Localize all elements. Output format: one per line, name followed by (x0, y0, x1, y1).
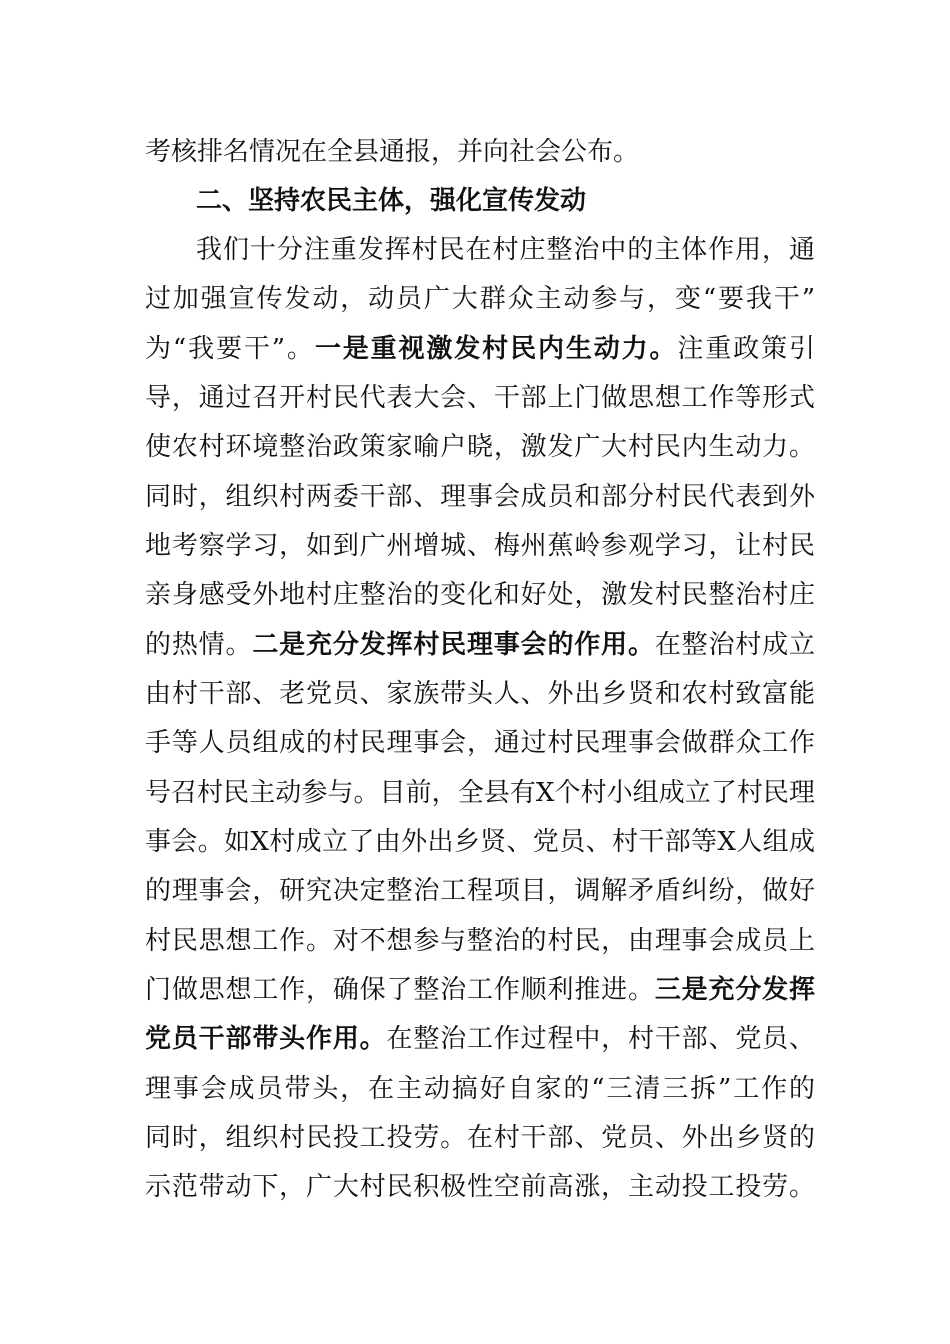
paragraph-line (145, 1073, 815, 1105)
paragraph-line (145, 777, 815, 809)
line-text: 在整治工作过程中，村干部、党员、 (386, 1024, 815, 1054)
line-text: 的理事会，研究决定整治工程项目，调解矛盾纠纷，做好 (145, 876, 815, 906)
bold-point: 党员干部带头作用。 (145, 1024, 387, 1054)
line-text: 过加强宣传发动，动员广大群众主动参与，变“要我干” (145, 284, 815, 314)
line-text: 事会。如X村成立了由外出乡贤、党员、村干部等X人组成 (145, 827, 815, 857)
bold-point: 三是充分发挥 (654, 975, 815, 1005)
paragraph-line (145, 431, 815, 463)
paragraph-line (145, 1023, 815, 1055)
paragraph-line (145, 530, 815, 562)
paragraph-line (145, 925, 815, 957)
line-text: 由村干部、老党员、家族带头人、外出乡贤和农村致富能 (145, 679, 815, 709)
line-text: 理事会成员带头，在主动搞好自家的“三清三拆”工作的 (145, 1074, 815, 1104)
paragraph-line (145, 678, 815, 710)
line-text: 同时，组织村两委干部、理事会成员和部分村民代表到外 (145, 482, 815, 512)
line-text: 示范带动下，广大村民积极性空前高涨，主动投工投劳。 (145, 1172, 815, 1202)
paragraph-line (145, 875, 815, 907)
paragraph-line (145, 333, 815, 365)
paragraph-line (196, 234, 815, 266)
bold-point: 一是重视激发村民内生动力。 (314, 334, 678, 364)
paragraph-line (145, 136, 815, 168)
line-text: 考核排名情况在全县通报，并向社会公布。 (145, 137, 640, 167)
paragraph-line (145, 1171, 815, 1203)
paragraph-line (145, 481, 815, 513)
line-text: 亲身感受外地村庄整治的变化和好处，激发村民整治村庄 (145, 580, 815, 610)
paragraph-line (145, 629, 815, 661)
bold-point: 二是充分发挥村民理事会的作用。 (252, 630, 655, 660)
line-text: 的热情。 (145, 630, 253, 660)
line-text: 同时，组织村民投工投劳。在村干部、党员、外出乡贤的 (145, 1123, 815, 1153)
line-text: 村民思想工作。对不想参与整治的村民，由理事会成员上 (145, 926, 815, 956)
paragraph-line (145, 579, 815, 611)
paragraph-line (145, 826, 815, 858)
section-heading (196, 185, 616, 217)
line-text: 使农村环境整治政策家喻户晓，激发广大村民内生动力。 (145, 432, 815, 462)
line-text: 手等人员组成的村民理事会，通过村民理事会做群众工作 (145, 728, 815, 758)
paragraph-line (145, 727, 815, 759)
paragraph-line (145, 283, 815, 315)
line-text: 地考察学习，如到广州增城、梅州蕉岭参观学习，让村民 (145, 531, 815, 561)
line-text: 在整治村成立 (654, 630, 815, 660)
paragraph-line (145, 382, 815, 414)
line-text: 门做思想工作，确保了整治工作顺利推进。 (145, 975, 655, 1005)
paragraph-line (145, 974, 815, 1006)
heading-text: 二、坚持农民主体，强化宣传发动 (196, 186, 587, 216)
line-text: 注重政策引 (677, 334, 815, 364)
line-text: 导，通过召开村民代表大会、干部上门做思想工作等形式 (145, 383, 815, 413)
line-text: 号召村民主动参与。目前，全县有X个村小组成立了村民理 (145, 778, 815, 808)
paragraph-line (145, 1122, 815, 1154)
line-text: 为“我要干”。 (145, 334, 315, 364)
line-text: 我们十分注重发挥村民在村庄整治中的主体作用，通 (196, 235, 815, 265)
